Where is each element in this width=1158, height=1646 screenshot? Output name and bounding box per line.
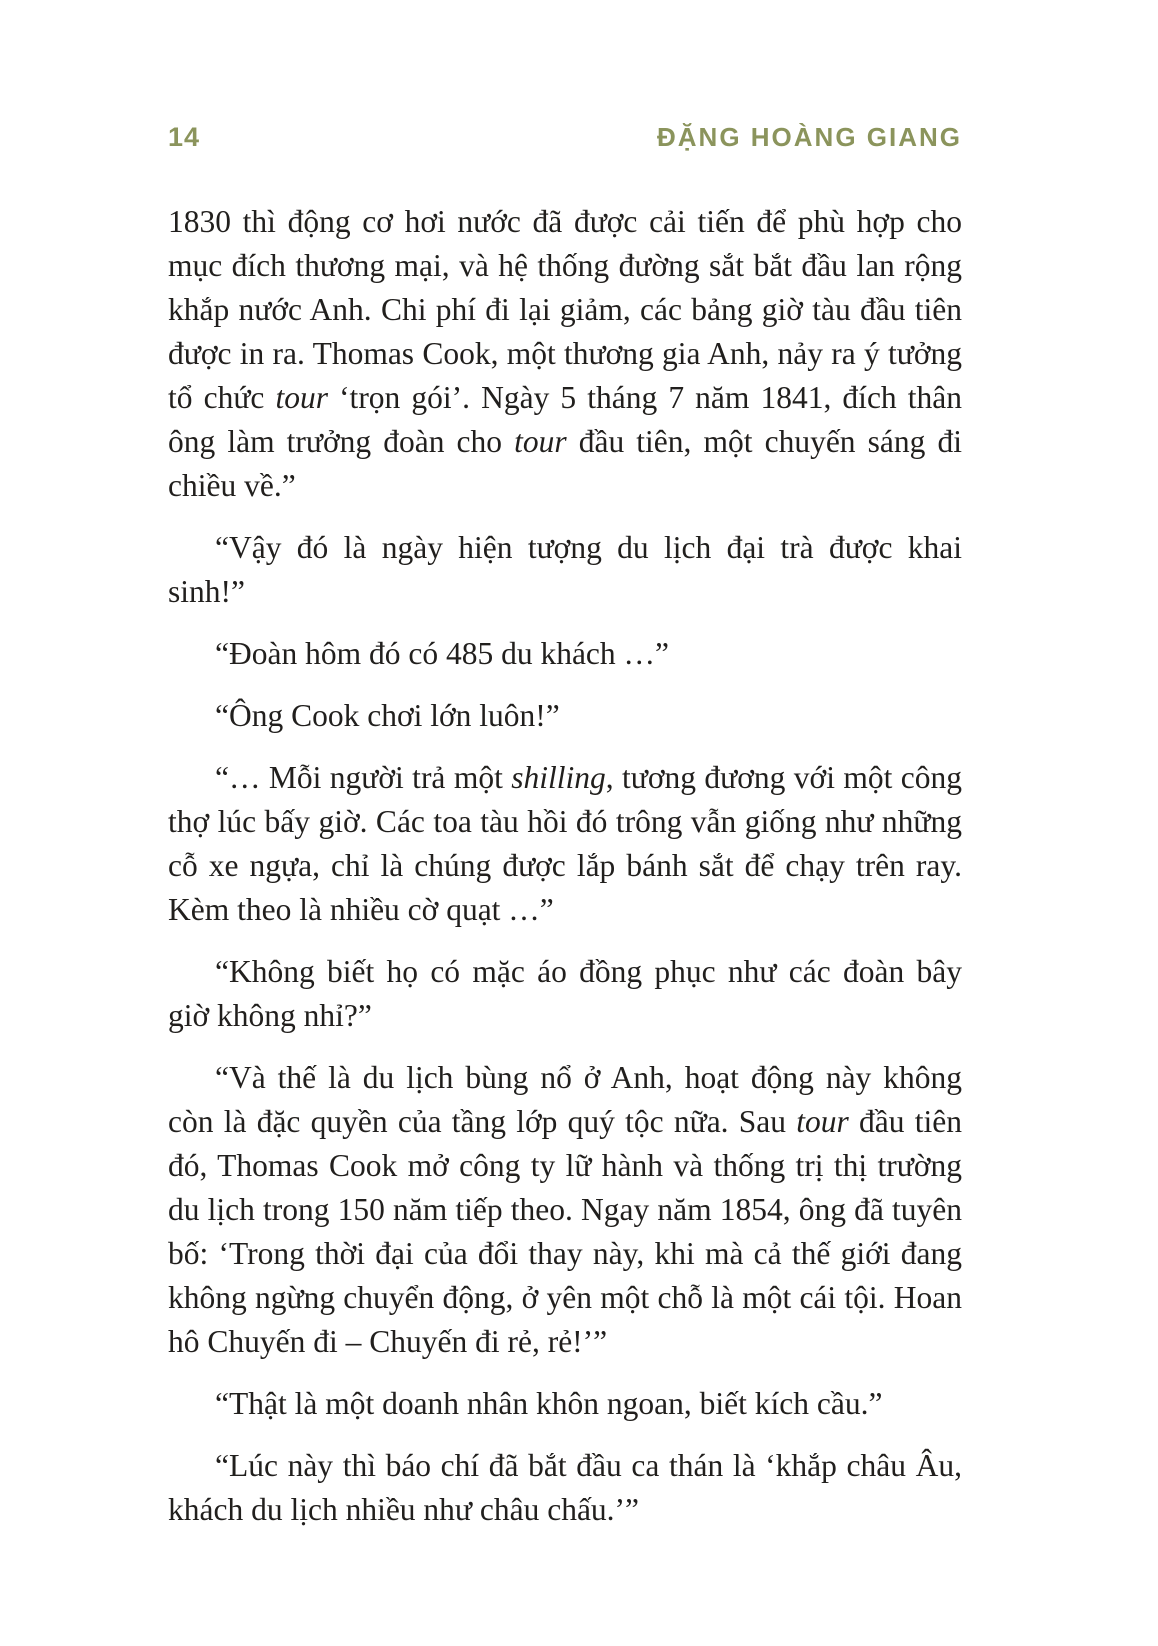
paragraph xyxy=(168,526,962,614)
page-header xyxy=(168,122,962,153)
paragraph xyxy=(168,950,962,1038)
italic-text-segment: tour xyxy=(796,1104,849,1139)
text-segment: “Thật là một doanh nhân khôn ngoan, biết kích cầu.” xyxy=(215,1386,883,1421)
text-segment: , tương đương với một công thợ lúc bấy giờ. Các toa tàu hồi đó trông vẫn giống như những cỗ xe ngựa, chỉ là chúng được lắp bánh sắt để chạy trên ray. Kèm theo là nhiều cờ quạt …” xyxy=(168,760,963,927)
text-segment: “Không biết họ có mặc áo đồng phục như các đoàn bây giờ không nhỉ?” xyxy=(168,954,962,1033)
paragraph xyxy=(168,200,962,508)
paragraph xyxy=(168,1056,962,1364)
italic-text-segment: shilling xyxy=(511,760,606,795)
page-number: 14 xyxy=(168,122,201,152)
text-segment: “Ông Cook chơi lớn luôn!” xyxy=(215,698,560,733)
text-segment: đầu tiên đó, Thomas Cook mở công ty lữ hành và thống trị thị trường du lịch trong 150 năm tiếp theo. Ngay năm 1854, ông đã tuyên bố: ‘Trong thời đại của đổi thay này, khi mà cả thế giới đang không ngừng chuyển động, ở yên một chỗ là một cái tội. Hoan hô Chuyến đi – Chuyến đi rẻ, rẻ!’” xyxy=(168,1104,962,1359)
paragraph xyxy=(168,1382,962,1426)
text-segment: 1830 thì động cơ hơi nước đã được cải tiến để phù hợp cho mục đích thương mại, và hệ thống đường sắt bắt đầu lan rộng khắp nước Anh. Chi phí đi lại giảm, các bảng giờ tàu đầu tiên được in ra. Thomas Cook, một thương gia Anh, nảy ra ý tưởng tổ chức xyxy=(168,204,962,415)
text-segment: đầu tiên, một chuyến sáng đi chiều về.” xyxy=(168,424,962,503)
text-block xyxy=(168,200,962,1550)
running-head-author: ĐẶNG HOÀNG GIANG xyxy=(657,122,962,152)
paragraph xyxy=(168,632,962,676)
paragraph xyxy=(168,694,962,738)
text-segment: “Và thế là du lịch bùng nổ ở Anh, hoạt động này không còn là đặc quyền của tầng lớp quý tộc nữa. Sau xyxy=(168,1060,962,1139)
text-segment: “… Mỗi người trả một xyxy=(215,760,512,795)
text-segment: ‘trọn gói’. Ngày 5 tháng 7 năm 1841, đích thân ông làm trưởng đoàn cho xyxy=(168,380,962,459)
text-segment: “Vậy đó là ngày hiện tượng du lịch đại trà được khai sinh!” xyxy=(168,530,962,609)
italic-text-segment: tour xyxy=(275,380,328,415)
paragraph xyxy=(168,1444,962,1532)
paragraph xyxy=(168,756,962,932)
text-segment: “Lúc này thì báo chí đã bắt đầu ca thán là ‘khắp châu Âu, khách du lịch nhiều như châu chấu.’” xyxy=(168,1448,962,1527)
italic-text-segment: tour xyxy=(514,424,567,459)
text-segment: “Đoàn hôm đó có 485 du khách …” xyxy=(215,636,670,671)
